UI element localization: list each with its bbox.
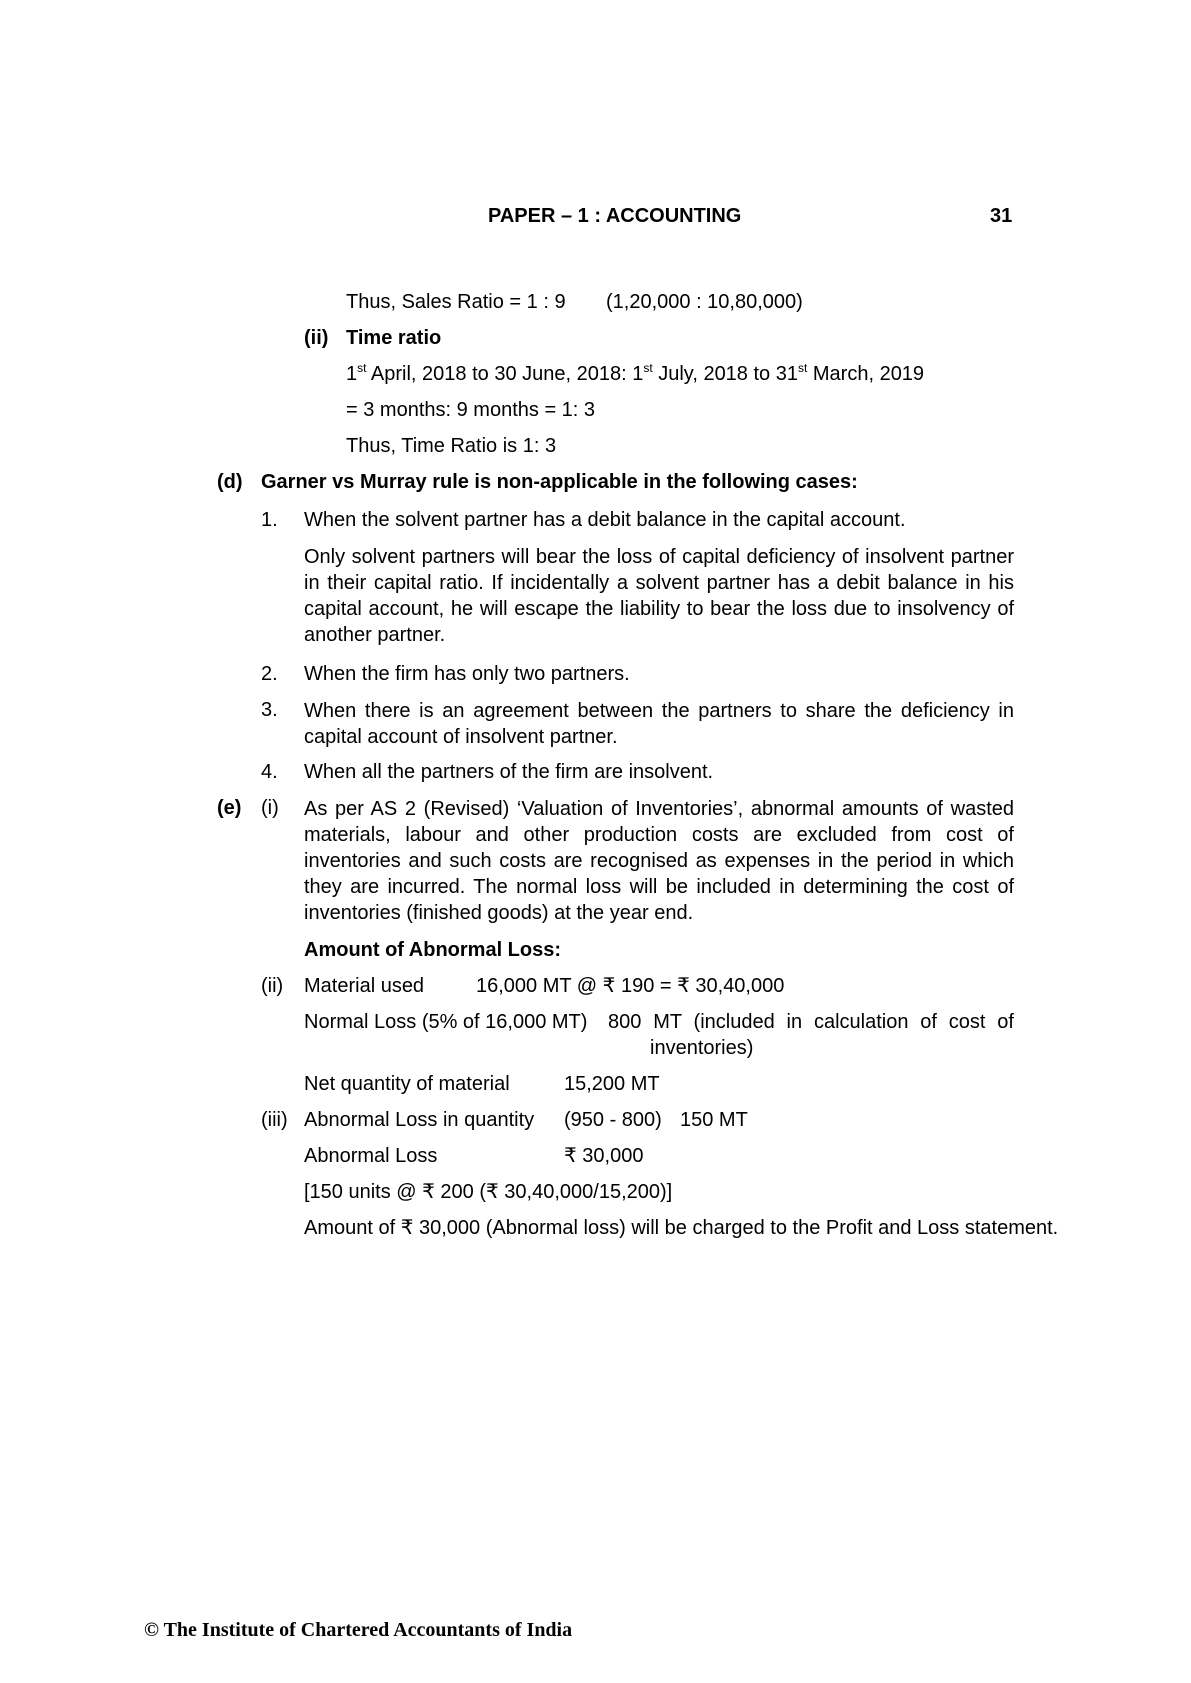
list-item-number: 4. xyxy=(261,761,278,783)
sales-ratio-text: Thus, Sales Ratio = 1 : 9 xyxy=(346,291,566,313)
time-ratio-line2: = 3 months: 9 months = 1: 3 xyxy=(346,399,596,421)
time-ratio-heading: Time ratio xyxy=(346,327,442,349)
footer-copyright: © The Institute of Chartered Accountants of India xyxy=(144,1619,573,1641)
date-part-b: April, 2018 to 30 June, 2018: 1 xyxy=(366,363,644,385)
part-ii-marker: (ii) xyxy=(261,975,284,997)
list-item: When there is an agreement between the partners to share the deficiency in capital account of insolvent partner. xyxy=(304,700,1014,748)
list-item-number: 1. xyxy=(261,509,278,531)
net-quantity-value: 15,200 MT xyxy=(564,1073,660,1095)
sales-ratio-detail: (1,20,000 : 10,80,000) xyxy=(606,291,803,313)
date-part-d: March, 2019 xyxy=(807,363,925,385)
abnormal-qty-value: 150 MT xyxy=(680,1109,748,1131)
section-e-marker: (e) xyxy=(217,797,242,819)
list-item: When the solvent partner has a debit balance in the capital account. xyxy=(304,509,906,531)
date-part-a: 1 xyxy=(346,363,358,385)
normal-loss-value-cont: inventories) xyxy=(650,1037,754,1059)
material-used-value: 16,000 MT @ ₹ 190 = ₹ 30,40,000 xyxy=(476,975,785,997)
section-d-marker: (d) xyxy=(217,471,243,493)
list-item: When the firm has only two partners. xyxy=(304,663,630,685)
normal-loss-label: Normal Loss (5% of 16,000 MT) xyxy=(304,1011,588,1033)
calculation-note: [150 units @ ₹ 200 (₹ 30,40,000/15,200)] xyxy=(304,1181,673,1203)
time-ratio-marker: (ii) xyxy=(304,327,329,349)
net-quantity-label: Net quantity of material xyxy=(304,1073,510,1095)
part-iii-marker: (iii) xyxy=(261,1109,288,1131)
date-part-c: July, 2018 to 31 xyxy=(652,363,798,385)
ordinal-sup: st xyxy=(797,361,808,375)
conclusion-text: Amount of ₹ 30,000 (Abnormal loss) will be charged to the Profit and Loss statement. xyxy=(304,1217,1059,1239)
page-header-title: PAPER – 1 : ACCOUNTING xyxy=(488,205,742,227)
normal-loss-value: 800 MT (included in calculation of cost of xyxy=(608,1011,1014,1033)
part-i-text: As per AS 2 (Revised) ‘Valuation of Inventories’, abnormal amounts of wasted materials, labour and other production costs are excluded from cost of inventories and such costs are recognised as expenses in the period in which they are incurred. The normal loss will be included in determining the cost of inventories (finished goods) at the year end. xyxy=(304,798,1014,924)
item1-explanation: Only solvent partners will bear the loss of capital deficiency of insolvent partner in their capital ratio. If incidentally a solvent partner has a debit balance in his capital account, he will escape the liability to bear the loss due to insolvency of another partner. xyxy=(304,546,1014,646)
list-item-number: 3. xyxy=(261,699,278,721)
time-ratio-line3: Thus, Time Ratio is 1: 3 xyxy=(346,435,557,457)
abnormal-loss-label: Abnormal Loss xyxy=(304,1145,438,1167)
ordinal-sup: st xyxy=(357,361,367,375)
section-d-heading: Garner vs Murray rule is non-applicable in the following cases: xyxy=(261,471,858,493)
abnormal-loss-value: ₹ 30,000 xyxy=(564,1145,644,1167)
ordinal-sup: st xyxy=(643,361,653,375)
list-item-number: 2. xyxy=(261,663,278,685)
time-ratio-line1 xyxy=(346,362,924,386)
list-item: When all the partners of the firm are insolvent. xyxy=(304,761,714,783)
abnormal-qty-label: Abnormal Loss in quantity xyxy=(304,1109,535,1131)
abnormal-loss-subheading: Amount of Abnormal Loss: xyxy=(304,939,562,961)
abnormal-qty-calc: (950 - 800) xyxy=(564,1109,662,1131)
material-used-label: Material used xyxy=(304,975,425,997)
page-number: 31 xyxy=(990,205,1013,227)
part-i-marker: (i) xyxy=(261,797,279,819)
